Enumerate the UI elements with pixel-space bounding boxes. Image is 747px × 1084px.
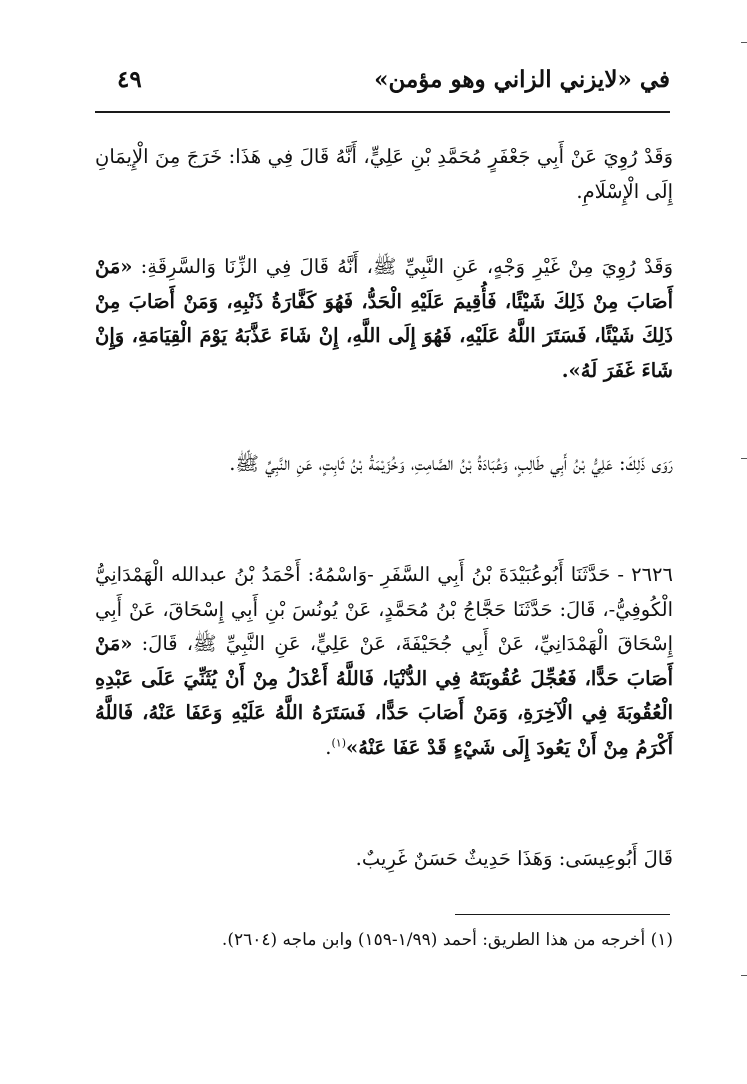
footnote-text: (١) أخرجه من هذا الطريق: أحمد (١/٩٩-١٥٩) وابن ماجه (٢٦٠٤). [221, 930, 673, 950]
header-title: في «لايزني الزاني وهو مؤمن» [374, 66, 670, 93]
hadith-end-mark: . [325, 735, 332, 759]
paragraph-abu-jafar [95, 140, 711, 209]
paragraph-hadith-zina [95, 250, 711, 388]
scan-edge-mark [741, 458, 747, 459]
hadith-text: «مَنْ أَصَابَ مِنْ ذَلِكَ شَيْئًا، فَأُقِيمَ عَلَيْهِ الْحَدُّ، فَهُوَ كَفَّارَةُ ذَنْبِهِ، وَمَنْ أَصَابَ مِنْ ذَلِكَ شَيْئًا، فَسَتَرَ اللَّهُ عَلَيْهِ، فَهُوَ إِلَى اللَّهِ، إِنْ شَاءَ عَذَّبَهُ يَوْمَ الْقِيَامَةِ، وَإِنْ شَاءَ غَفَرَ لَهُ». [95, 255, 673, 382]
hadith-text: «مَنْ أَصَابَ حَدًّا، فَعُجِّلَ عُقُوبَتَهُ فِي الدُّنْيَا، فَاللَّهُ أَعْدَلُ مِنْ أَنْ يُثَنِّيَ عَلَى عَبْدِهِ الْعُقُوبَةَ فِي الْآخِرَةِ، وَمَنْ أَصَابَ حَدًّا، فَسَتَرَهُ اللَّهُ عَلَيْهِ وَعَفَا عَنْهُ، فَاللَّهُ أَكْرَمُ مِنْ أَنْ يَعُودَ إِلَى شَيْءٍ قَدْ عَفَا عَنْهُ» [95, 632, 673, 759]
scan-edge-mark [741, 42, 747, 43]
page-number: ٤٩ [117, 66, 142, 93]
paragraph-text: قَالَ أَبُوعِيسَى: وَهَذَا حَدِيثٌ حَسَنٌ غَرِيبٌ. [355, 847, 673, 870]
footnote-reference: (١) [331, 736, 346, 749]
running-header [95, 62, 670, 102]
paragraph-text: وَقَدْ رُوِيَ عَنْ أَبِي جَعْفَرٍ مُحَمَّدِ بْنِ عَلِيٍّ، أَنَّهُ قَالَ فِي هَذَا: خَرَجَ مِنَ الْإِيمَانِ إِلَى الْإِسْلَامِ. [95, 145, 673, 203]
paragraph-text: رَوَى ذَلِكَ: عَلِيُّ بْنُ أَبِي طَالِبٍ، وَعُبَادَةُ بْنُ الصَّامِتِ، وَخُزَيْمَةُ بْنُ ثَابِتٍ، عَنِ النَّبِيِّ ﷺ. [229, 452, 673, 475]
isnad-text: ٢٦٢٦ - حَدَّثَنَا أَبُوعُبَيْدَةَ بْنُ أَبِي السَّفَرِ -وَاسْمُهُ: أَحْمَدُ بْنُ عبدالله الْهَمْدَانِيُّ الْكُوفِيُّ-، قَالَ: حَدَّثَنَا حَجَّاجُ بْنُ مُحَمَّدٍ، عَنْ يُونُسَ بْنِ أَبِي إِسْحَاقَ، عَنْ أَبِي إِسْحَاقَ الْهَمْدَانِيِّ، عَنْ أَبِي جُحَيْفَةَ، عَنْ عَلِيٍّ، عَنِ النَّبِيِّ ﷺ، قَالَ: [95, 563, 673, 655]
footnote-rule [455, 914, 670, 915]
paragraph-intro: وَقَدْ رُوِيَ مِنْ غَيْرِ وَجْهٍ، عَنِ النَّبِيِّ ﷺ، أَنَّهُ قَالَ فِي الزِّنَا وَالسَّرِقَةِ: [140, 255, 673, 278]
header-rule [95, 111, 670, 113]
scan-edge-mark [741, 975, 747, 976]
footnote [95, 926, 673, 954]
paragraph-grading [95, 842, 711, 877]
paragraph-narrators [95, 447, 711, 482]
hadith-2626 [95, 558, 673, 765]
